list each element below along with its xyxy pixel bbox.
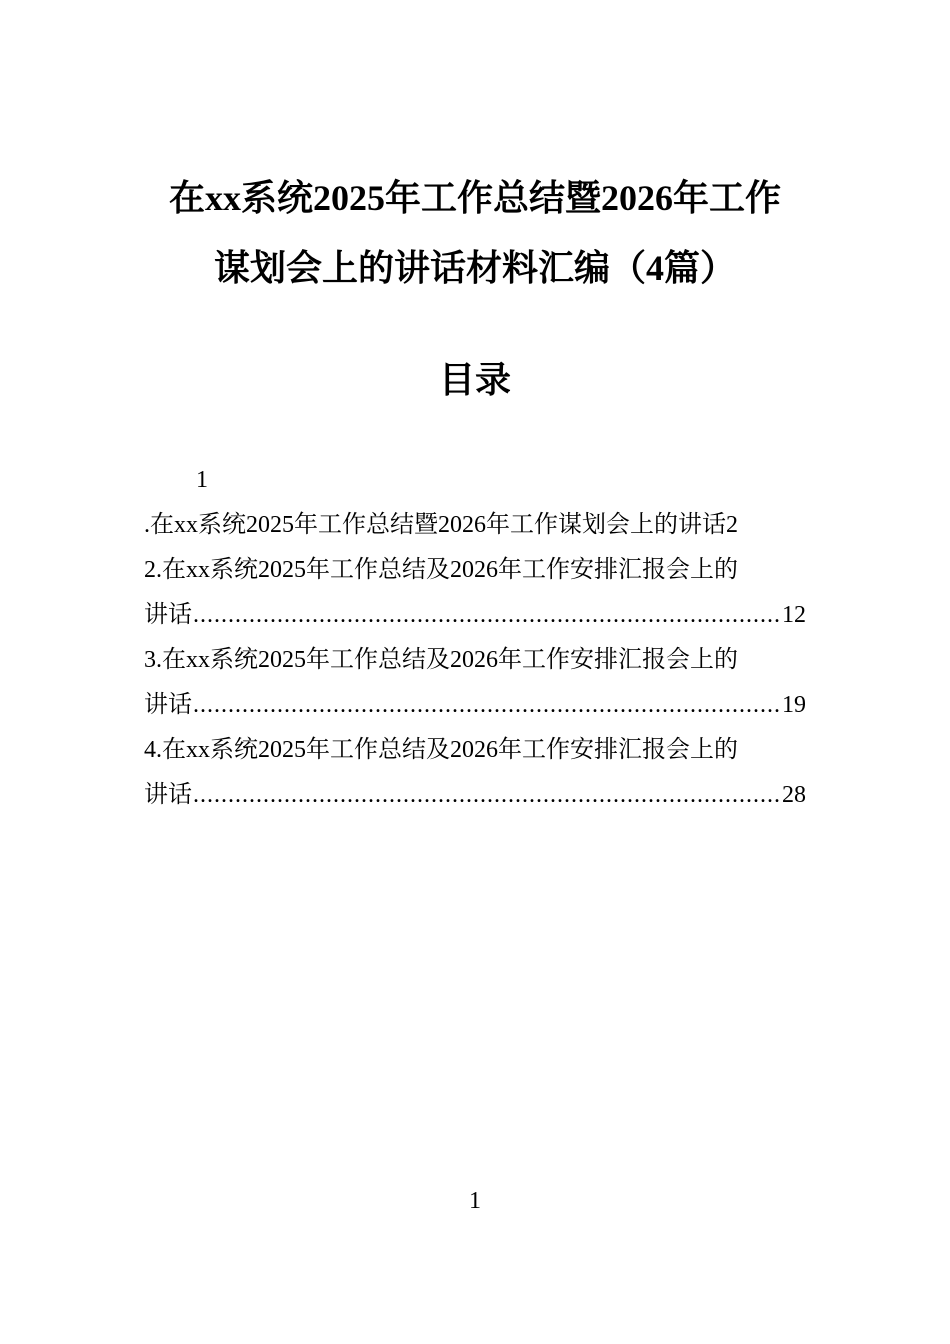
toc-entry-4-line-2[interactable] — [144, 778, 806, 812]
document-title-line-1: 在xx系统2025年工作总结暨2026年工作 — [168, 178, 781, 218]
toc-entry-4-label: 讲话 — [144, 782, 192, 808]
document-title-line-2: 谋划会上的讲话材料汇编（4篇） — [213, 248, 736, 288]
toc-entry-3-label: 讲话 — [144, 692, 192, 718]
toc-entry-2-line-2[interactable] — [144, 598, 806, 632]
page-number: 1 — [469, 1188, 481, 1214]
toc-entry-4-page: 28 — [782, 782, 806, 808]
toc-entry-1-number[interactable]: 1 — [196, 467, 208, 493]
toc-entry-1-text: .在xx系统2025年工作总结暨2026年工作谋划会上的讲话 — [144, 512, 726, 538]
toc-entry-3-line-2[interactable] — [144, 688, 806, 722]
toc-entry-2-page: 12 — [782, 602, 806, 628]
toc-heading: 目录 — [438, 360, 511, 400]
toc-entry-3-page: 19 — [782, 692, 806, 718]
toc-entry-3-line-1[interactable]: 3.在xx系统2025年工作总结及2026年工作安排汇报会上的 — [144, 647, 738, 673]
toc-leader-dots — [193, 598, 781, 632]
toc-entry-4-line-1[interactable]: 4.在xx系统2025年工作总结及2026年工作安排汇报会上的 — [144, 737, 738, 763]
toc-entry-2-line-1[interactable]: 2.在xx系统2025年工作总结及2026年工作安排汇报会上的 — [144, 557, 738, 583]
toc-leader-dots — [193, 688, 781, 722]
toc-entry-1-page: 2 — [726, 512, 738, 538]
toc-leader-dots — [193, 778, 781, 812]
toc-entry-2-label: 讲话 — [144, 602, 192, 628]
toc-entry-1[interactable] — [144, 508, 806, 542]
